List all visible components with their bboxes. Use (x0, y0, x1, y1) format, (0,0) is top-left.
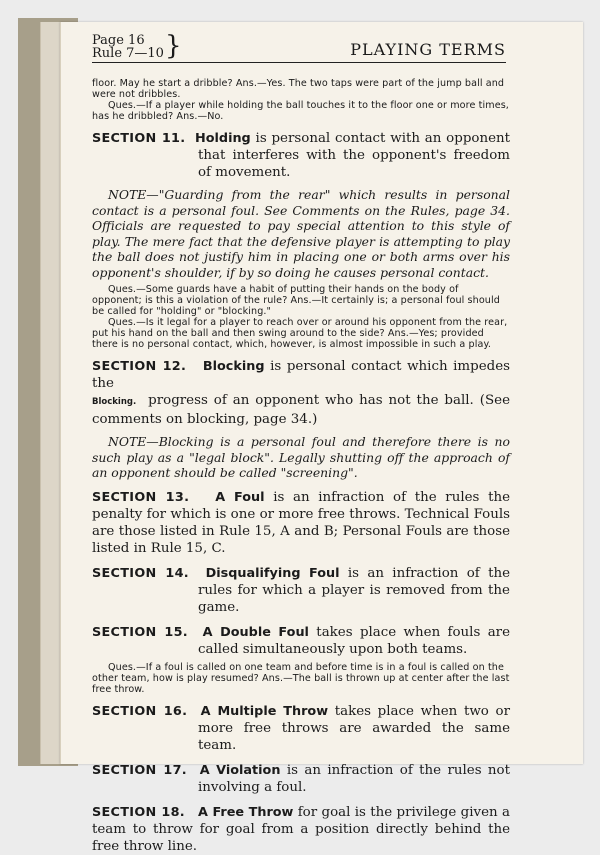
page-title: PLAYING TERMS (350, 40, 506, 59)
brace-glyph: } (165, 31, 182, 61)
section-18-text: for goal is the privilege given a team to throw for goal from a position directly behind the free throw line. (92, 804, 510, 854)
section-14-label: SECTION 14. (92, 565, 189, 581)
section-18-term: A Free Throw (198, 804, 294, 820)
section-18-label: SECTION 18. (92, 804, 185, 820)
section-11-label: SECTION 11. (92, 131, 186, 146)
page-body (92, 78, 510, 855)
section-17-term: A Violation (199, 762, 281, 778)
page-header (92, 31, 506, 63)
section-17 (92, 762, 510, 796)
section-14-term: Disqualifying Foul (205, 565, 340, 581)
section-12-text-2: progress of an opponent who has not the ball. (See comments on blocking, page 34.) (92, 393, 510, 427)
section-12 (92, 358, 510, 428)
question-dribble: Ques.—If a player while holding the ball touches it to the floor one or more times, has he dribbled? Ans.—No. (92, 100, 509, 122)
section-16 (92, 703, 510, 754)
section-11 (92, 130, 510, 181)
section-14 (92, 565, 510, 616)
section-15-term: A Double Foul (202, 624, 309, 640)
question-double-foul: Ques.—If a foul is called on one team and before time is in a foul is called on the other team, how is play resumed? Ans.—The ball is thrown up at center after the last free throw. (92, 661, 510, 695)
section-13 (92, 489, 510, 557)
section-11-term: Holding (195, 131, 251, 146)
section-18 (92, 804, 510, 855)
continued-answer: floor. May he start a dribble? Ans.—Yes. The two taps were part of the jump ball and were not dribbles. (92, 78, 505, 100)
section-16-term: A Multiple Throw (200, 703, 329, 719)
section-17-text: is an infraction of the rules not involving a foul. (198, 762, 510, 795)
section-13-label: SECTION 13. (92, 489, 190, 505)
section-16-text: takes place when two or more free throws are awarded the same team. (198, 703, 510, 753)
section-17-label: SECTION 17. (92, 762, 187, 778)
section-11-text: is personal contact with an opponent that interferes with the opponent's freedom of movement. (198, 131, 511, 180)
section-12-label: SECTION 12. (92, 359, 187, 374)
section-15-label: SECTION 15. (92, 624, 188, 640)
note-blocking: NOTE—Blocking is a personal foul and therefore there is no such play as a "legal block". Legally shutting off the approach of an opponent should be called "screening". (92, 434, 510, 480)
section-16-label: SECTION 16. (92, 703, 188, 719)
section-15 (92, 624, 510, 658)
section-13-text: is an infraction of the rules the penalty for which is one or more free throws. Technical Fouls are those listed in Rule 15, A and B; Personal Fouls are those listed in Rule 15, C. (92, 489, 510, 556)
section-14-text: is an infraction of the rules for which a player is removed from the game. (198, 565, 511, 615)
note-holding: NOTE—"Guarding from the rear" which results in personal contact is a personal foul. See Comments on the Rules, page 34. Officials are requested to pay special attention to this style of play. The mere fact that the defensive player is attempting to play the ball does not justify him in placing one or both arms over his opponent's shoulder, if by so doing he causes personal contact. (92, 187, 510, 280)
page-number: Page 16 (92, 33, 145, 48)
question-reach-from-rear: Ques.—Is it legal for a player to reach over or around his opponent from the rear, put his hand on the ball and then swing around to the side? Ans.—Yes; provided there is no personal contact, which, however, is almost impossible in such a play. (92, 317, 508, 350)
section-13-term: A Foul (215, 489, 265, 505)
rule-reference: Rule 7—10 (92, 46, 164, 61)
section-12-text-1: is personal contact which impedes the (92, 359, 510, 391)
question-hands-on-body: Ques.—Some guards have a habit of putting their hands on the body of opponent; is this a violation of the rule? Ans.—It certainly is; a personal foul should be called for "holding" or "blocking." (92, 284, 500, 317)
side-label-blocking: Blocking. (92, 397, 137, 407)
section-12-term: Blocking (202, 359, 265, 374)
section-15-text: takes place when fouls are called simultaneously upon both teams. (198, 624, 511, 657)
